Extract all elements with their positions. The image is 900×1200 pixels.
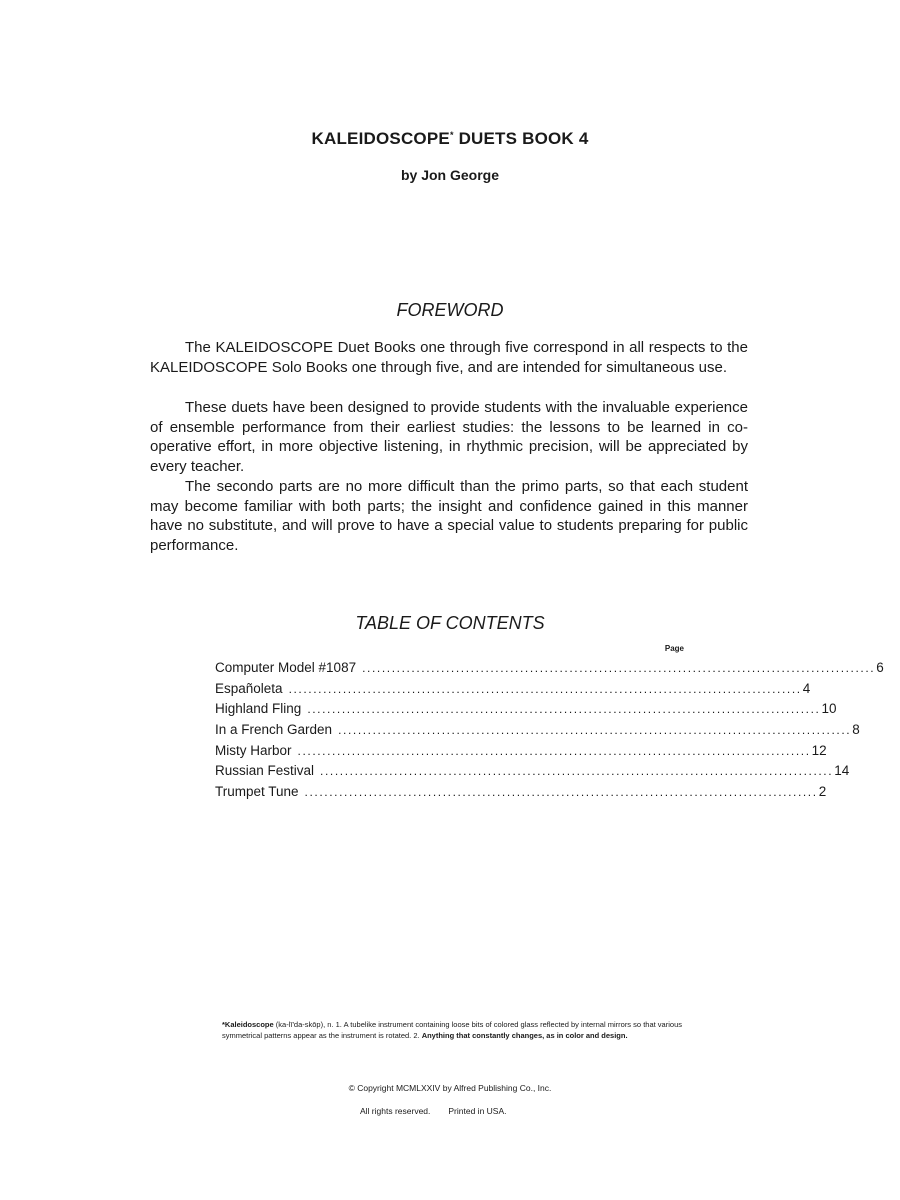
rights-reserved: All rights reserved. [360, 1106, 431, 1116]
foreword-paragraph: The KALEIDOSCOPE Duet Books one through five correspond in all respects to the KALEIDOSCOPE Solo Books one through five, and are intended for simultaneous use. [150, 339, 748, 376]
toc-entry-title: Russian Festival [215, 763, 315, 779]
toc-heading: TABLE OF CONTENTS [355, 613, 545, 633]
author-byline: by Jon George [400, 167, 500, 183]
foreword-heading: FOREWORD [396, 300, 504, 320]
toc-entry-page: 10 [821, 701, 837, 717]
toc-leader-dots: ........................................................................................................ [297, 743, 811, 758]
foreword-paragraph: These duets have been designed to provide students with the invaluable experience of ensemble performance from their earliest studies: the lessons to be learned in co-operative effort, in more objective listening, in rhythmic precision, will be appreciated by every teacher. [150, 399, 748, 475]
toc-entry-title: Españoleta [215, 680, 283, 696]
toc-entry-page: 4 [802, 680, 811, 696]
toc-entry-page: 12 [811, 742, 827, 758]
toc-entry [215, 660, 884, 681]
toc-entry [215, 701, 837, 722]
toc-list [215, 660, 884, 805]
toc-entry-page: 6 [876, 660, 884, 675]
rights-line [360, 1106, 525, 1116]
toc-entry-page: 8 [852, 722, 860, 738]
toc-entry [215, 722, 860, 743]
printed-in: Printed in USA. [448, 1106, 507, 1116]
toc-leader-dots: ........................................................................................................ [304, 785, 818, 800]
footnote-term: *Kaleidoscope [222, 1020, 274, 1029]
foreword-paragraph: The secondo parts are no more difficult than the primo parts, so that each student may become familiar with both parts; the insight and confidence gained in this manner have no substitute, and will prove to have a special value to students preparing for public performance. [150, 478, 748, 554]
toc-leader-dots: ........................................................................................................ [362, 661, 876, 675]
toc-entry-title: Misty Harbor [215, 742, 292, 758]
footnote [222, 1019, 682, 1041]
toc-entry-title: Trumpet Tune [215, 784, 299, 800]
toc-leader-dots: ........................................................................................................ [320, 764, 834, 779]
toc-entry [215, 784, 827, 805]
toc-entry-title: Highland Fling [215, 701, 302, 717]
toc-entry [215, 763, 850, 784]
toc-entry [215, 680, 811, 702]
title-footnote-mark: * [449, 130, 454, 140]
toc-leader-dots: ........................................................................................................ [338, 723, 852, 738]
toc-entry [215, 742, 827, 764]
footnote-definition-2: Anything that constantly changes, as in color and design. [421, 1031, 628, 1040]
copyright-notice: © Copyright MCMLXXIV by Alfred Publishing Co., Inc. [348, 1083, 552, 1093]
toc-leader-dots: ........................................................................................................ [307, 702, 821, 717]
title-main: KALEIDOSCOPE [311, 129, 450, 148]
toc-entry-page: 14 [834, 763, 850, 779]
toc-entry-title: Computer Model #1087 [215, 660, 357, 675]
toc-entry-title: In a French Garden [215, 722, 333, 738]
book-title [0, 129, 900, 149]
title-rest: DUETS BOOK 4 [453, 129, 589, 148]
toc-entry-page: 2 [818, 784, 827, 800]
toc-leader-dots: ........................................................................................................ [288, 681, 802, 696]
toc-page-label: Page [664, 644, 684, 653]
footnote-definition-1: (ka-lī'da-skōp), n. 1. A tubelike instrument containing loose bits of colored glass reflected by internal mirrors so that various symmetrical patterns appear as the instrument is rotated. 2. [222, 1020, 682, 1040]
